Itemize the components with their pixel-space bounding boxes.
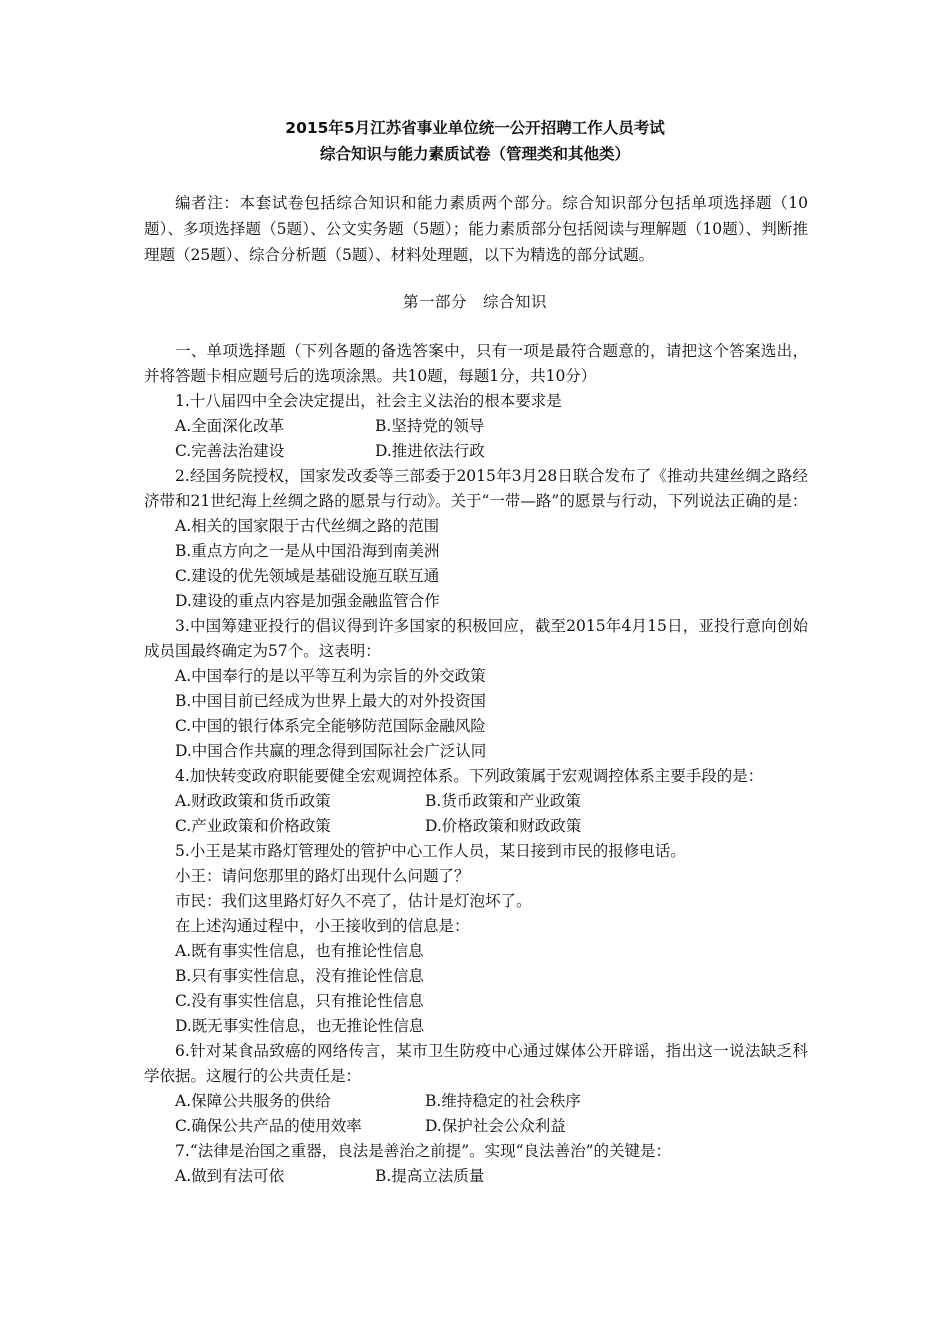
option-c: C.完善法治建设 [175, 442, 285, 460]
question-stem: 7.“法律是治国之重器，良法是善治之前提”。实现“良法善治”的关键是： [175, 1142, 671, 1160]
question-stem: 6.针对某食品致癌的网络传言，某市卫生防疫中心通过媒体公开辟谣，指出这一说法缺乏科学依据。这履行的公共责任是： [144, 1042, 808, 1085]
option-row [144, 1164, 808, 1189]
option-row [144, 789, 808, 814]
option-a: A.相关的国家限于古代丝绸之路的范围 [175, 517, 440, 535]
option-a: A.财政政策和货币政策 [175, 792, 331, 810]
option-row [144, 439, 808, 464]
part-heading: 第一部分 综合知识 [402, 293, 547, 311]
option-row [144, 814, 808, 839]
question-stem: 1.十八届四中全会决定提出，社会主义法治的根本要求是 [175, 392, 562, 410]
option-c: C.产业政策和价格政策 [175, 817, 331, 835]
option-c: C.建设的优先领域是基础设施互联互通 [175, 567, 440, 585]
option-row [144, 1089, 808, 1114]
editor-note: 编者注：本套试卷包括综合知识和能力素质两个部分。综合知识部分包括单项选择题（10题）、多项选择题（5题）、公文实务题（5题）；能力素质部分包括阅读与理解题（10题）、判断推理题（25题）、综合分析题（5题）、材料处理题，以下为精选的部分试题。 [144, 194, 808, 264]
option-c: C.确保公共产品的使用效率 [175, 1117, 362, 1135]
question-stem: 5.小王是某市路灯管理处的管护中心工作人员，某日接到市民的报修电话。 [175, 842, 686, 860]
option-a: A.全面深化改革 [175, 417, 285, 435]
option-d: D.建设的重点内容是加强金融监管合作 [175, 592, 440, 610]
option-a: A.既有事实性信息，也有推论性信息 [175, 942, 424, 960]
option-row [144, 414, 808, 439]
option-c: C.中国的银行体系完全能够防范国际金融风险 [175, 717, 486, 735]
option-b: B.维持稳定的社会秩序 [425, 1092, 581, 1110]
question-body [144, 339, 808, 1189]
option-d: D.推进依法行政 [375, 442, 485, 460]
option-c: C.没有事实性信息，只有推论性信息 [175, 992, 424, 1010]
option-d: D.价格政策和财政政策 [425, 817, 582, 835]
question-stem: 3.中国筹建亚投行的倡议得到许多国家的积极回应，截至2015年4月15日，亚投行意向创始成员国最终确定为57个。这表明： [144, 617, 808, 660]
question-prompt: 在上述沟通过程中，小王接收到的信息是： [175, 917, 470, 935]
exam-title: 2015年5月江苏省事业单位统一公开招聘工作人员考试 [285, 119, 665, 137]
option-b: B.中国目前已经成为世界上最大的对外投资国 [175, 692, 486, 710]
exam-subtitle: 综合知识与能力素质试卷（管理类和其他类） [319, 145, 630, 163]
option-b: B.提高立法质量 [375, 1167, 485, 1185]
option-b: B.货币政策和产业政策 [425, 792, 581, 810]
dialog-line: 市民：我们这里路灯好久不亮了，估计是灯泡坏了。 [175, 892, 532, 910]
option-d: D.中国合作共赢的理念得到国际社会广泛认同 [175, 742, 487, 760]
option-b: B.只有事实性信息，没有推论性信息 [175, 967, 424, 985]
dialog-line: 小王：请问您那里的路灯出现什么问题了？ [175, 867, 470, 885]
option-d: D.既无事实性信息，也无推论性信息 [175, 1017, 425, 1035]
option-d: D.保护社会公众利益 [425, 1117, 566, 1135]
option-row [144, 1114, 808, 1139]
section-intro: 一、单项选择题（下列各题的备选答案中，只有一项是最符合题意的，请把这个答案选出，并将答题卡相应题号后的选项涂黑。共10题，每题1分，共10分） [144, 342, 808, 385]
option-b: B.坚持党的领导 [375, 417, 485, 435]
option-a: A.中国奉行的是以平等互利为宗旨的外交政策 [175, 667, 486, 685]
option-b: B.重点方向之一是从中国沿海到南美洲 [175, 542, 440, 560]
option-a: A.做到有法可依 [175, 1167, 285, 1185]
option-a: A.保障公共服务的供给 [175, 1092, 331, 1110]
question-stem: 4.加快转变政府职能要健全宏观调控体系。下列政策属于宏观调控体系主要手段的是： [175, 767, 764, 785]
question-stem: 2.经国务院授权，国家发改委等三部委于2015年3月28日联合发布了《推动共建丝绸之路经济带和21世纪海上丝绸之路的愿景与行动》。关于“一带—路”的愿景与行动，下列说法正确的是： [144, 467, 808, 510]
